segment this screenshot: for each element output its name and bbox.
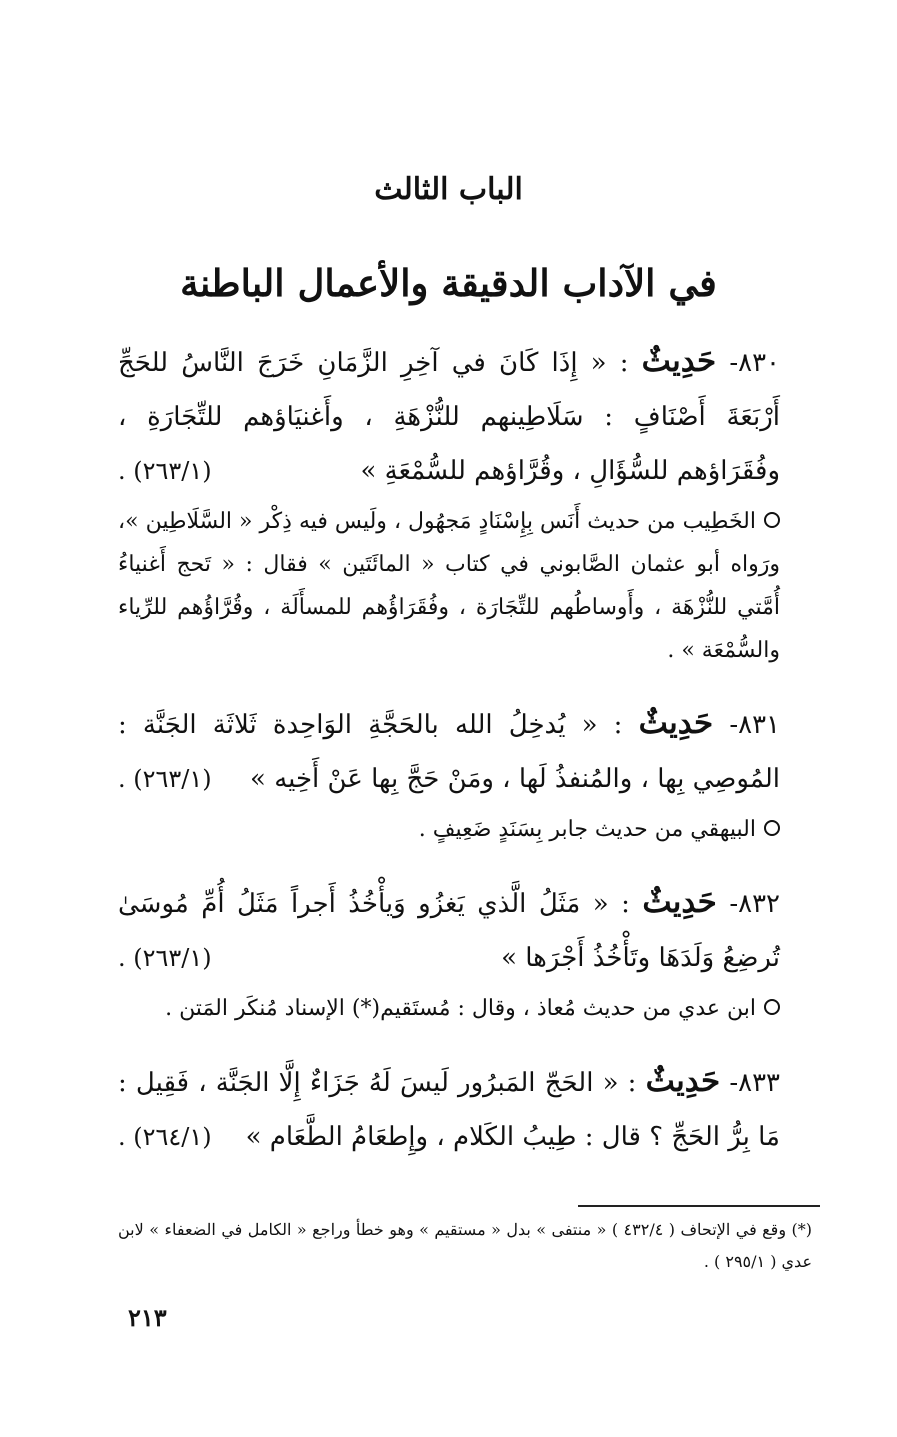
commentary-text: الخَطِيب من حديث أَنَس بِإِسْنَادٍ مَجهُول ، ولَيس فيه ذِكْر « السَّلَاطِين »، ورَواه أبو عثمان الصَّابوني في كتاب « المائَتَين » فقال : « تَحج أَغنياءُ أُمَّتي للنُّزْهَة ، وأَوساطُهم للتِّجَارَة ، وفُقَرَاؤُهم للمسأَلَة ، وقُرَّاؤُهم للرِّياء والسُّمْعَة » . (118, 509, 780, 663)
hadith-reference: (٢٦٣/١) . (118, 457, 212, 485)
hadith-number: ٨٣٣- (729, 1068, 781, 1098)
hadith-commentary (118, 500, 780, 672)
section-title: في الآداب الدقيقة والأعمال الباطنة (180, 261, 717, 305)
hadith-entry (118, 334, 780, 672)
hadith-text-block (118, 1054, 780, 1164)
commentary-text: ابن عدي من حديث مُعاذ ، وقال : مُستَقيم(*) الإسناد مُنكَر المَتن . (165, 996, 756, 1021)
hadith-label: حَدِيثٌ (638, 705, 714, 741)
hadith-commentary (118, 987, 780, 1030)
footnote: (*) وقع في الإتحاف ( ٤٣٢/٤ ) « منتفى » بدل « مستقيم » وهو خطأ وراجع « الكامل في الضعفاء » لابن عدي ( ٢٩٥/١ ) . (118, 1220, 812, 1271)
hadith-reference: (٢٦٣/١) . (118, 944, 212, 972)
circle-bullet-icon (764, 820, 780, 836)
hadith-reference: (٢٦٤/١) . (118, 1123, 212, 1151)
commentary-text: البيهقي من حديث جابر بِسَنَدٍ ضَعِيفٍ . (418, 817, 756, 842)
circle-bullet-icon (764, 999, 780, 1015)
hadith-entry (118, 875, 780, 1030)
hadith-number: ٨٣٢- (729, 889, 781, 919)
hadith-list (118, 334, 780, 1178)
hadith-text: : « الحَجّ المَبرُور لَيسَ لَهُ جَزَاءٌ إِلَّا الجَنَّة ، فَقِيل : مَا بِرُّ الحَجِّ ؟ قال : طِيبُ الكَلام ، وإِطعَامُ الطَّعَام » (118, 1068, 780, 1152)
hadith-text: : « إِذَا كَانَ في آخِرِ الزَّمَانِ خَرَجَ النَّاسُ للحَجِّ أَرْبَعَةَ أَصْنَافٍ : سَلَاطِينهم للنُّزْهَةِ ، وأَغنيَاؤهم للتِّجَارَةِ ، وفُقَرَاؤهم للسُّؤَالِ ، وقُرَّاؤهم للسُّمْعَةِ » (118, 348, 780, 486)
hadith-entry (118, 1054, 780, 1164)
hadith-text: : « مَثَلُ الَّذي يَغزُو وَيأْخُذُ أَجراً مَثَلُ أُمِّ مُوسَىٰ تُرضِعُ وَلَدَهَا وتَأْخُذُ أَجْرَها » (118, 889, 780, 973)
footnote-divider (578, 1205, 820, 1207)
chapter-heading: الباب الثالث (374, 172, 523, 207)
hadith-text: : « يُدخِلُ الله بالحَجَّةِ الوَاحِدة ثَلاثَة الجَنَّة : المُوصِي بِها ، والمُنفذُ لَها ، ومَنْ حَجَّ بِها عَنْ أَخِيه » (118, 710, 780, 794)
hadith-number: ٨٣٠- (729, 348, 781, 378)
hadith-text-block (118, 875, 780, 985)
circle-bullet-icon (764, 512, 780, 528)
hadith-text-block (118, 696, 780, 806)
hadith-number: ٨٣١- (729, 710, 781, 740)
hadith-label: حَدِيثٌ (642, 884, 717, 920)
hadith-label: حَدِيثٌ (641, 343, 717, 379)
hadith-reference: (٢٦٣/١) . (118, 765, 212, 793)
hadith-text-block (118, 334, 780, 498)
hadith-entry (118, 696, 780, 851)
hadith-label: حَدِيثٌ (645, 1063, 721, 1099)
hadith-commentary (118, 808, 780, 851)
page-number: ٢١٣ (128, 1303, 167, 1332)
